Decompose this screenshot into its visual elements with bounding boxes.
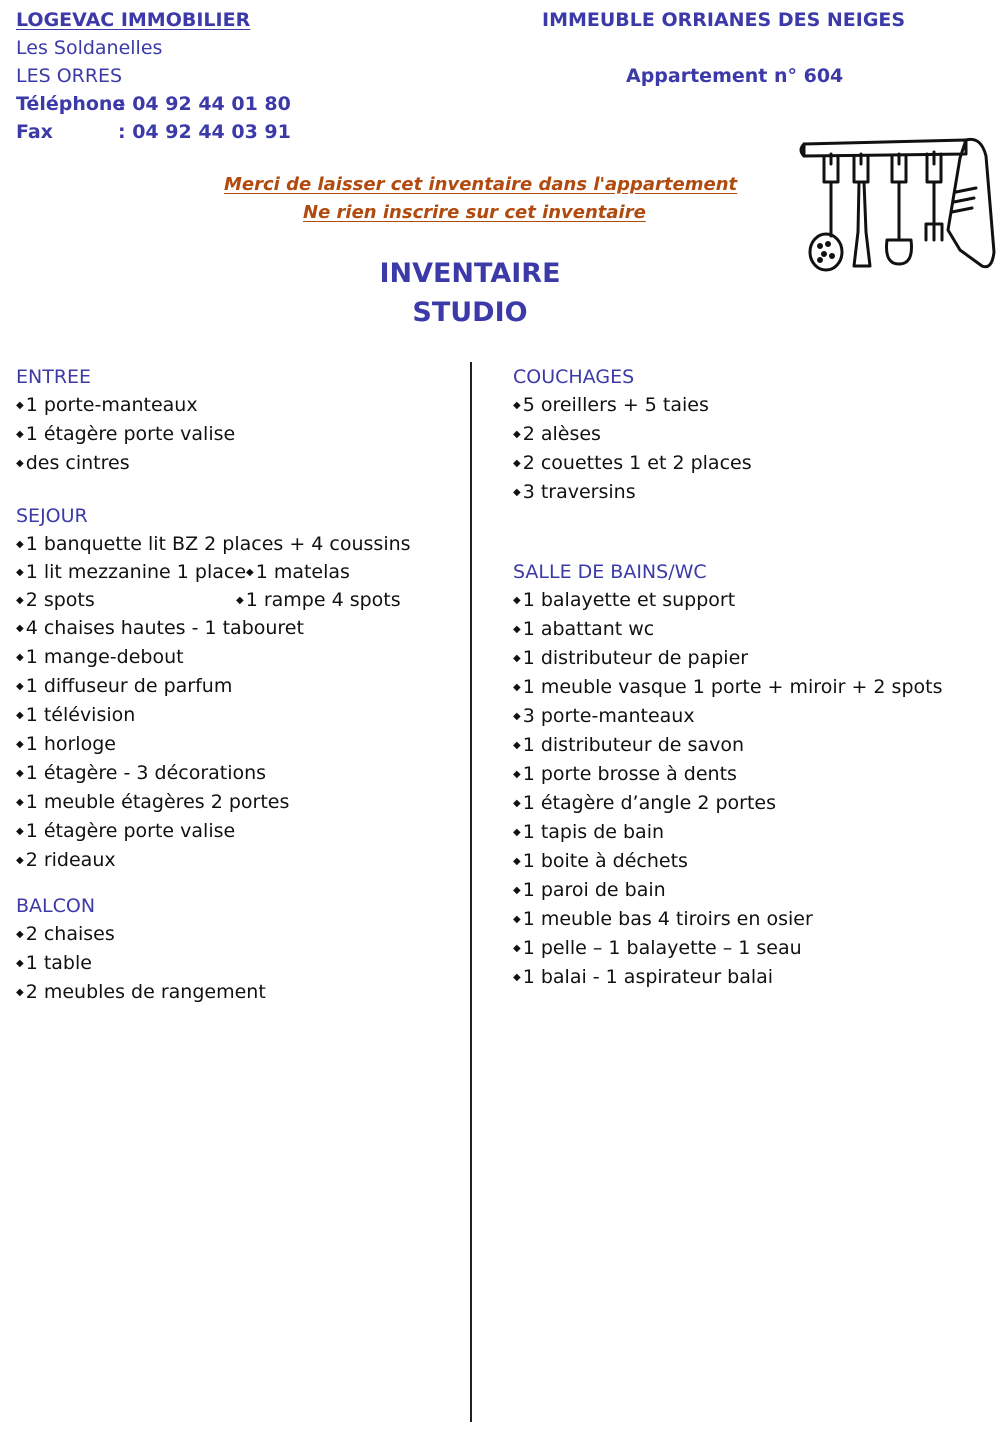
balcon-list — [16, 920, 266, 1007]
company-name: LOGEVAC IMMOBILIER — [16, 9, 251, 31]
list-item: ◆ 1 étagère d’angle 2 portes — [513, 789, 942, 818]
list-item: ◆ 3 traversins — [513, 478, 752, 507]
salle-de-bains-list — [513, 586, 942, 992]
list-item: ◆ 1 télévision — [16, 701, 304, 730]
list-item: ◆ 1 meuble bas 4 tiroirs en osier — [513, 905, 942, 934]
list-item: ◆ 1 distributeur de papier — [513, 644, 942, 673]
list-item: ◆ 1 balayette et support — [513, 586, 942, 615]
list-item: ◆ 1 porte-manteaux — [16, 391, 235, 420]
section-heading-balcon: BALCON — [16, 895, 96, 917]
couchages-list — [513, 391, 752, 507]
section-heading-couchages: COUCHAGES — [513, 366, 635, 388]
list-item: ◆ 2 couettes 1 et 2 places — [513, 449, 752, 478]
phone-label: Téléphone — [16, 93, 126, 115]
list-item: ◆ 1 diffuseur de parfum — [16, 672, 304, 701]
list-item: ◆ 1 étagère - 3 décorations — [16, 759, 304, 788]
list-item: ◆ 1 banquette lit BZ 2 places + 4 coussins — [16, 530, 411, 559]
sejour-list — [16, 614, 304, 875]
column-divider — [470, 362, 472, 1422]
phone-number: : 04 92 44 01 80 — [118, 93, 291, 115]
list-item: ◆ 2 spots — [16, 586, 95, 615]
kitchen-utensils-icon — [796, 132, 1000, 278]
list-item: ◆ 1 tapis de bain — [513, 818, 942, 847]
address-line-2: LES ORRES — [16, 65, 123, 87]
title-studio: STUDIO — [412, 297, 528, 328]
apartment-number: Appartement n° 604 — [626, 65, 844, 87]
building-name: IMMEUBLE ORRIANES DES NEIGES — [542, 9, 906, 31]
list-item: ◆ 1 distributeur de savon — [513, 731, 942, 760]
list-item: ◆ 3 porte-manteaux — [513, 702, 942, 731]
list-item: ◆ 1 boite à déchets — [513, 847, 942, 876]
list-item: ◆ 2 chaises — [16, 920, 266, 949]
list-item: ◆ 1 étagère porte valise — [16, 817, 304, 846]
list-item: ◆ 5 oreillers + 5 taies — [513, 391, 752, 420]
list-item: ◆ 1 pelle – 1 balayette – 1 seau — [513, 934, 942, 963]
list-item: ◆ 2 meubles de rangement — [16, 978, 266, 1007]
section-heading-sejour: SEJOUR — [16, 505, 88, 527]
fax-number: : 04 92 44 03 91 — [118, 121, 291, 143]
notice-line-1: Merci de laisser cet inventaire dans l'appartement — [224, 174, 738, 195]
section-heading-entree: ENTREE — [16, 366, 92, 388]
list-item: ◆ 4 chaises hautes - 1 tabouret — [16, 614, 304, 643]
notice-line-2: Ne rien inscrire sur cet inventaire — [303, 202, 646, 223]
fax-label: Fax — [16, 121, 53, 143]
address-line-1: Les Soldanelles — [16, 37, 163, 59]
list-item: ◆ 1 mange-debout — [16, 643, 304, 672]
list-item: ◆ 1 table — [16, 949, 266, 978]
list-item: ◆ 1 meuble vasque 1 porte + miroir + 2 spots — [513, 673, 942, 702]
entree-list — [16, 391, 235, 478]
list-item: ◆ 2 rideaux — [16, 846, 304, 875]
list-item: ◆ 1 meuble étagères 2 portes — [16, 788, 304, 817]
title-inventaire: INVENTAIRE — [379, 258, 561, 289]
list-item: ◆ 1 abattant wc — [513, 615, 942, 644]
list-item: ◆ 1 étagère porte valise — [16, 420, 235, 449]
list-item: ◆ des cintres — [16, 449, 235, 478]
list-item: ◆ 1 porte brosse à dents — [513, 760, 942, 789]
list-item: ◆ 2 alèses — [513, 420, 752, 449]
list-item: ◆ 1 paroi de bain — [513, 876, 942, 905]
list-item: ◆ 1 balai - 1 aspirateur balai — [513, 963, 942, 992]
section-heading-salle-de-bains: SALLE DE BAINS/WC — [513, 561, 707, 583]
list-item: ◆ 1 lit mezzanine 1 place — [16, 558, 246, 587]
list-item: ◆ 1 matelas — [246, 558, 350, 587]
list-item: ◆ 1 rampe 4 spots — [236, 586, 401, 615]
list-item: ◆ 1 horloge — [16, 730, 304, 759]
